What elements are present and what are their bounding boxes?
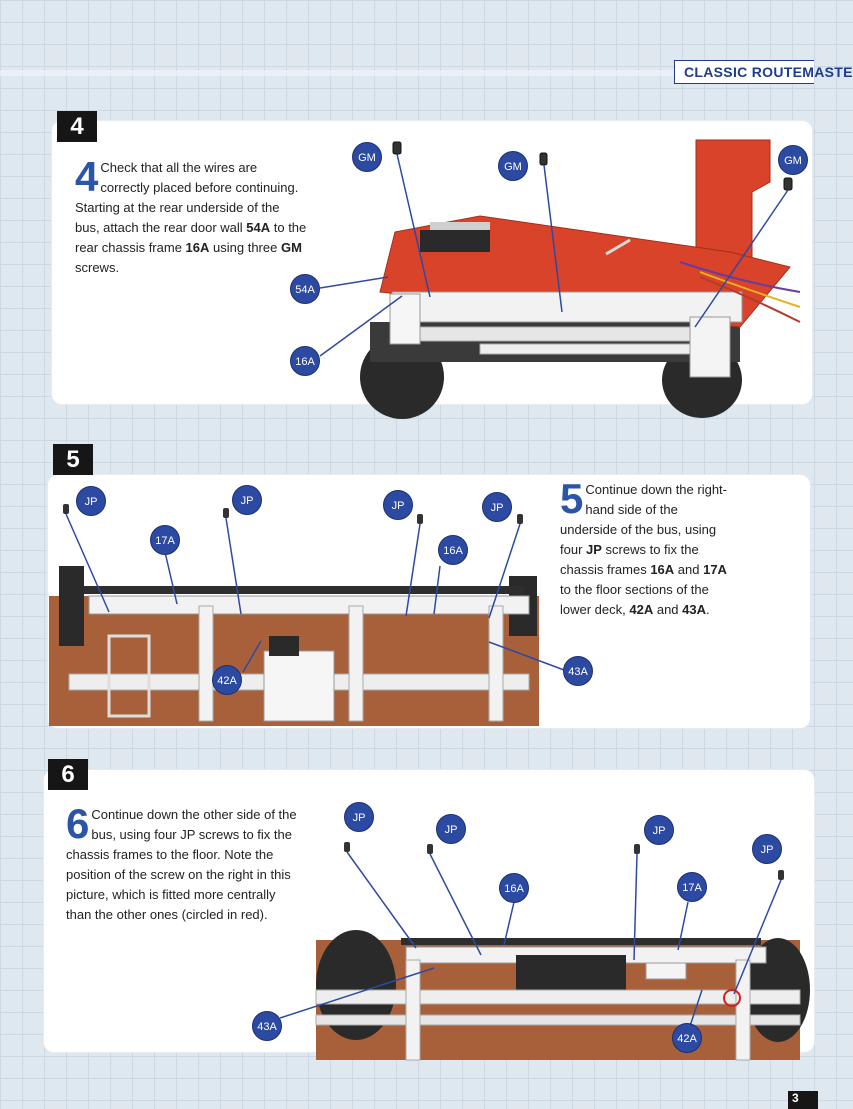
- step-5-badge: 5: [53, 444, 93, 475]
- callout-step-5-jp-4: JP: [482, 492, 512, 522]
- page-number: 3: [788, 1091, 818, 1109]
- callout-step-6-jp-1: JP: [344, 802, 374, 832]
- callout-step-4-gm-right: GM: [778, 145, 808, 175]
- series-title: CLASSIC ROUTEMASTE: [674, 60, 814, 84]
- callout-step-5-42a: 42A: [212, 665, 242, 695]
- callout-step-6-jp-3: JP: [644, 815, 674, 845]
- callout-step-6-jp-2: JP: [436, 814, 466, 844]
- callout-step-6-17a: 17A: [677, 872, 707, 902]
- callout-step-6-jp-4: JP: [752, 834, 782, 864]
- callout-step-6-16a: 16A: [499, 873, 529, 903]
- callout-step-4-54a: 54A: [290, 274, 320, 304]
- callout-step-4-gm-left: GM: [352, 142, 382, 172]
- callout-step-6-43a: 43A: [252, 1011, 282, 1041]
- step-6-drop-number: 6: [66, 800, 90, 847]
- step-4-drop-number: 4: [75, 153, 99, 200]
- step-5-instruction: 5 Continue down the right-hand side of the underside of the bus, using four JP screws to fix the chassis frames 16A and 17A to the floor sections of the lower deck, 42A and 43A.: [560, 475, 728, 617]
- step-5-photo: [49, 476, 539, 726]
- step-6-badge: 6: [48, 759, 88, 790]
- callout-step-6-42a: 42A: [672, 1023, 702, 1053]
- step-4-instruction: 4 Check that all the wires are correctly placed before continuing. Starting at the rear underside of the bus, attach the rear door wall 54A to the rear chassis frame 16A using three GM screws.: [75, 153, 307, 275]
- callout-step-5-16a: 16A: [438, 535, 468, 565]
- callout-step-5-43a: 43A: [563, 656, 593, 686]
- step-6-photo: [316, 800, 800, 1060]
- callout-step-5-jp-2: JP: [232, 485, 262, 515]
- callout-step-5-jp-1: JP: [76, 486, 106, 516]
- callout-step-5-jp-3: JP: [383, 490, 413, 520]
- step-5-drop-number: 5: [560, 475, 584, 522]
- callout-step-4-16a: 16A: [290, 346, 320, 376]
- step-6-instruction: 6 Continue down the other side of the bus, using four JP screws to fix the chassis frames to the floor. Note the position of the screw on the right in this picture, which is fitted more centrally than the other ones (circled in red).: [66, 800, 297, 922]
- callout-step-4-gm-center: GM: [498, 151, 528, 181]
- callout-step-5-17a: 17A: [150, 525, 180, 555]
- step-4-badge: 4: [57, 111, 97, 142]
